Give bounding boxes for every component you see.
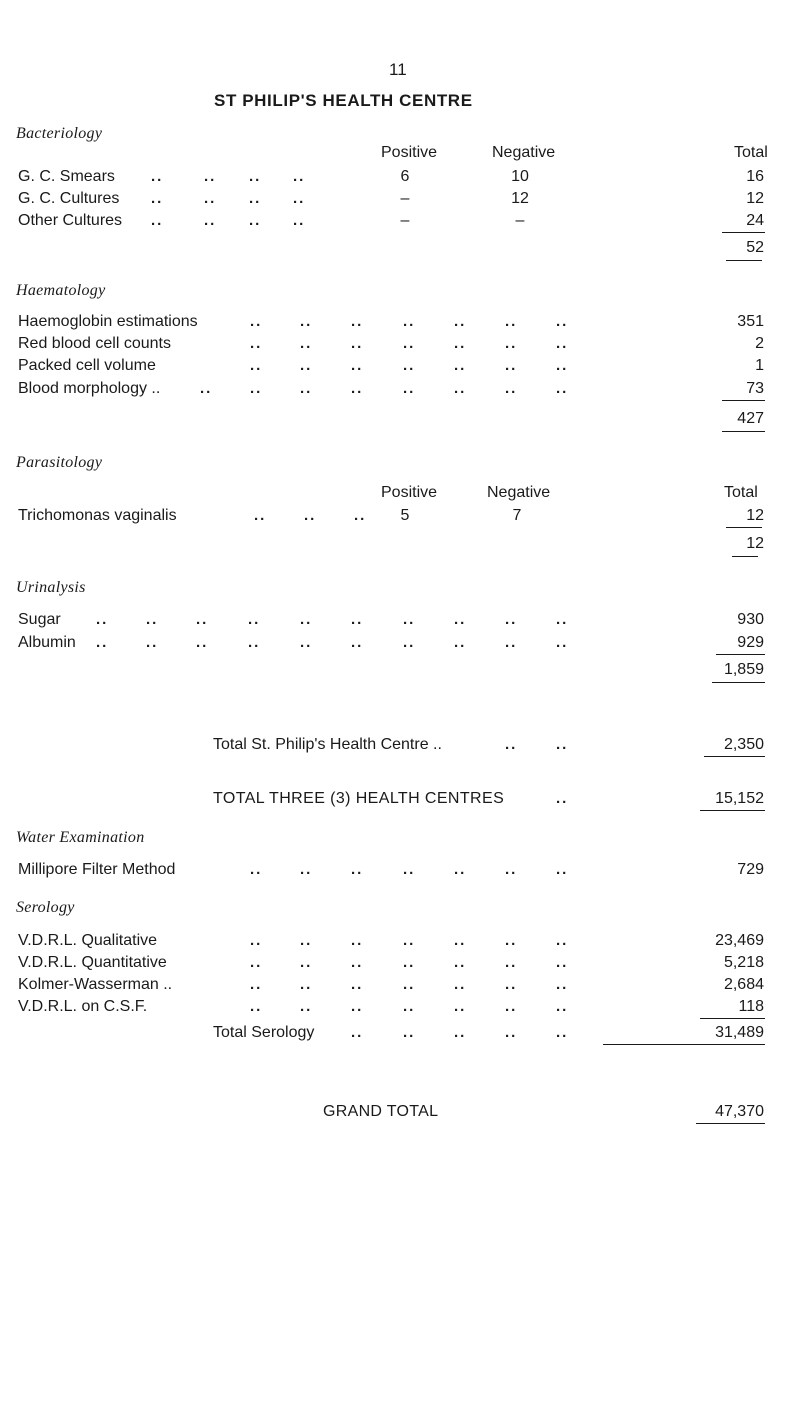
leader-dots: .. bbox=[351, 611, 364, 628]
subtotal-haematology: 427 bbox=[737, 410, 764, 427]
cell-total: 929 bbox=[737, 634, 764, 651]
cell-total: 73 bbox=[746, 380, 764, 397]
page-number: 11 bbox=[389, 60, 407, 79]
leader-dots: .. bbox=[351, 954, 364, 971]
leader-dots: .. bbox=[505, 932, 518, 949]
col-header-positive: Positive bbox=[381, 484, 438, 501]
total-st-philips-value: 2,350 bbox=[723, 736, 764, 753]
total-serology-label: Total Serology bbox=[213, 1024, 315, 1041]
col-header-total: Total bbox=[734, 144, 768, 161]
leader-dots: .. bbox=[403, 380, 416, 397]
leader-dots: .. bbox=[351, 380, 364, 397]
leader-dots: .. bbox=[96, 634, 109, 651]
leader-dots: .. bbox=[505, 335, 518, 352]
leader-dots: .. bbox=[196, 611, 209, 628]
leader-dots: .. bbox=[454, 861, 467, 878]
cell-total: 1 bbox=[755, 357, 764, 374]
leader-dots: .. bbox=[293, 212, 306, 229]
leader-dots: .. bbox=[556, 954, 569, 971]
leader-dots: .. bbox=[248, 634, 261, 651]
leader-dots: .. bbox=[454, 611, 467, 628]
cell-negative: 7 bbox=[512, 507, 522, 524]
row-label: Blood morphology .. bbox=[18, 380, 161, 397]
leader-dots: .. bbox=[204, 190, 217, 207]
leader-dots: .. bbox=[505, 313, 518, 330]
total-st-philips-label: Total St. Philip's Health Centre .. bbox=[213, 736, 442, 753]
row-label: Haemoglobin estimations bbox=[18, 313, 198, 330]
leader-dots: .. bbox=[403, 998, 416, 1015]
leader-dots: .. bbox=[250, 380, 263, 397]
leader-dots: .. bbox=[351, 1024, 364, 1041]
leader-dots: .. bbox=[249, 190, 262, 207]
leader-dots: .. bbox=[403, 335, 416, 352]
leader-dots: .. bbox=[556, 313, 569, 330]
leader-dots: .. bbox=[249, 168, 262, 185]
row-label: V.D.R.L. on C.S.F. bbox=[18, 998, 148, 1015]
leader-dots: .. bbox=[556, 335, 569, 352]
leader-dots: .. bbox=[505, 1024, 518, 1041]
row-label: G. C. Cultures bbox=[18, 190, 120, 207]
leader-dots: .. bbox=[254, 507, 267, 524]
row-label: Packed cell volume bbox=[18, 357, 156, 374]
leader-dots: .. bbox=[300, 611, 313, 628]
cell-negative: 12 bbox=[511, 190, 529, 207]
leader-dots: .. bbox=[204, 212, 217, 229]
cell-positive: – bbox=[400, 212, 410, 229]
cell-total: 729 bbox=[737, 861, 764, 878]
leader-dots: .. bbox=[556, 736, 569, 753]
cell-positive: 5 bbox=[400, 507, 410, 524]
underline bbox=[603, 1044, 765, 1045]
cell-total: 24 bbox=[746, 212, 764, 229]
leader-dots: .. bbox=[556, 932, 569, 949]
section-heading-bacteriology: Bacteriology bbox=[16, 125, 103, 142]
underline bbox=[716, 654, 765, 655]
row-label: V.D.R.L. Quantitative bbox=[18, 954, 167, 971]
underline bbox=[696, 1123, 765, 1124]
total-serology-value: 31,489 bbox=[715, 1024, 764, 1041]
cell-total: 12 bbox=[746, 507, 764, 524]
col-header-positive: Positive bbox=[381, 144, 438, 161]
subtotal-parasitology: 12 bbox=[746, 535, 764, 552]
leader-dots: .. bbox=[96, 611, 109, 628]
leader-dots: .. bbox=[505, 634, 518, 651]
leader-dots: .. bbox=[556, 790, 569, 807]
leader-dots: .. bbox=[300, 335, 313, 352]
cell-negative: 10 bbox=[511, 168, 529, 185]
leader-dots: .. bbox=[300, 380, 313, 397]
leader-dots: .. bbox=[250, 313, 263, 330]
leader-dots: .. bbox=[250, 976, 263, 993]
leader-dots: .. bbox=[403, 861, 416, 878]
leader-dots: .. bbox=[250, 357, 263, 374]
leader-dots: .. bbox=[403, 313, 416, 330]
leader-dots: .. bbox=[300, 932, 313, 949]
leader-dots: .. bbox=[454, 313, 467, 330]
row-label: Other Cultures bbox=[18, 212, 123, 229]
cell-total: 16 bbox=[746, 168, 764, 185]
cell-total: 12 bbox=[746, 190, 764, 207]
underline bbox=[722, 232, 765, 233]
cell-positive: – bbox=[400, 190, 410, 207]
cell-total: 351 bbox=[737, 313, 764, 330]
leader-dots: .. bbox=[454, 976, 467, 993]
leader-dots: .. bbox=[351, 976, 364, 993]
leader-dots: .. bbox=[250, 861, 263, 878]
leader-dots: .. bbox=[250, 932, 263, 949]
leader-dots: .. bbox=[454, 335, 467, 352]
cell-total: 23,469 bbox=[715, 932, 764, 949]
leader-dots: .. bbox=[505, 976, 518, 993]
grand-total-value: 47,370 bbox=[715, 1103, 764, 1120]
subtotal-bacteriology: 52 bbox=[746, 239, 764, 256]
underline bbox=[712, 682, 765, 683]
leader-dots: .. bbox=[151, 212, 164, 229]
leader-dots: .. bbox=[250, 998, 263, 1015]
leader-dots: .. bbox=[250, 335, 263, 352]
leader-dots: .. bbox=[351, 313, 364, 330]
row-label: Red blood cell counts bbox=[18, 335, 171, 352]
leader-dots: .. bbox=[556, 861, 569, 878]
leader-dots: .. bbox=[151, 190, 164, 207]
leader-dots: .. bbox=[249, 212, 262, 229]
leader-dots: .. bbox=[403, 357, 416, 374]
leader-dots: .. bbox=[304, 507, 317, 524]
leader-dots: .. bbox=[505, 861, 518, 878]
leader-dots: .. bbox=[146, 634, 159, 651]
section-heading-haematology: Haematology bbox=[16, 282, 106, 299]
leader-dots: .. bbox=[248, 611, 261, 628]
section-heading-parasitology: Parasitology bbox=[16, 454, 103, 471]
leader-dots: .. bbox=[556, 611, 569, 628]
page-title: ST PHILIP'S HEALTH CENTRE bbox=[214, 91, 473, 110]
leader-dots: .. bbox=[454, 932, 467, 949]
col-header-negative: Negative bbox=[487, 484, 551, 501]
underline bbox=[722, 400, 765, 401]
leader-dots: .. bbox=[403, 954, 416, 971]
cell-total: 930 bbox=[737, 611, 764, 628]
leader-dots: .. bbox=[300, 357, 313, 374]
leader-dots: .. bbox=[505, 998, 518, 1015]
leader-dots: .. bbox=[556, 1024, 569, 1041]
leader-dots: .. bbox=[300, 976, 313, 993]
cell-positive: 6 bbox=[400, 168, 410, 185]
leader-dots: .. bbox=[300, 313, 313, 330]
row-label: V.D.R.L. Qualitative bbox=[18, 932, 158, 949]
leader-dots: .. bbox=[300, 861, 313, 878]
leader-dots: .. bbox=[204, 168, 217, 185]
leader-dots: .. bbox=[556, 380, 569, 397]
leader-dots: .. bbox=[354, 507, 367, 524]
leader-dots: .. bbox=[454, 954, 467, 971]
row-label: Sugar bbox=[18, 611, 61, 628]
leader-dots: .. bbox=[454, 380, 467, 397]
grand-total-label: GRAND TOTAL bbox=[323, 1103, 439, 1120]
total-three-centres-value: 15,152 bbox=[715, 790, 764, 807]
leader-dots: .. bbox=[403, 634, 416, 651]
leader-dots: .. bbox=[556, 357, 569, 374]
leader-dots: .. bbox=[403, 1024, 416, 1041]
leader-dots: .. bbox=[196, 634, 209, 651]
leader-dots: .. bbox=[505, 611, 518, 628]
leader-dots: .. bbox=[351, 634, 364, 651]
leader-dots: .. bbox=[403, 976, 416, 993]
section-heading-water: Water Examination bbox=[16, 829, 145, 846]
leader-dots: .. bbox=[505, 736, 518, 753]
col-header-negative: Negative bbox=[492, 144, 556, 161]
leader-dots: .. bbox=[293, 168, 306, 185]
row-label: Trichomonas vaginalis bbox=[18, 507, 177, 524]
leader-dots: .. bbox=[250, 954, 263, 971]
cell-negative: – bbox=[515, 212, 525, 229]
cell-total: 5,218 bbox=[723, 954, 764, 971]
row-label: Millipore Filter Method bbox=[18, 861, 176, 878]
leader-dots: .. bbox=[556, 998, 569, 1015]
leader-dots: .. bbox=[454, 998, 467, 1015]
leader-dots: .. bbox=[151, 168, 164, 185]
row-label: Albumin bbox=[18, 634, 76, 651]
leader-dots: .. bbox=[200, 380, 213, 397]
underline bbox=[704, 756, 765, 757]
leader-dots: .. bbox=[300, 998, 313, 1015]
col-header-total: Total bbox=[724, 484, 758, 501]
leader-dots: .. bbox=[351, 998, 364, 1015]
leader-dots: .. bbox=[146, 611, 159, 628]
underline bbox=[726, 260, 762, 261]
leader-dots: .. bbox=[403, 932, 416, 949]
underline bbox=[700, 1018, 765, 1019]
leader-dots: .. bbox=[454, 1024, 467, 1041]
underline bbox=[732, 556, 758, 557]
underline bbox=[726, 527, 762, 528]
leader-dots: .. bbox=[556, 634, 569, 651]
leader-dots: .. bbox=[454, 634, 467, 651]
row-label: Kolmer-Wasserman .. bbox=[18, 976, 173, 993]
cell-total: 2 bbox=[755, 335, 764, 352]
leader-dots: .. bbox=[403, 611, 416, 628]
leader-dots: .. bbox=[351, 357, 364, 374]
section-heading-serology: Serology bbox=[16, 899, 75, 916]
leader-dots: .. bbox=[351, 932, 364, 949]
leader-dots: .. bbox=[454, 357, 467, 374]
leader-dots: .. bbox=[505, 380, 518, 397]
subtotal-urinalysis: 1,859 bbox=[723, 661, 764, 678]
leader-dots: .. bbox=[300, 954, 313, 971]
section-heading-urinalysis: Urinalysis bbox=[16, 579, 86, 596]
leader-dots: .. bbox=[351, 861, 364, 878]
row-label: G. C. Smears bbox=[18, 168, 115, 185]
cell-total: 118 bbox=[738, 998, 764, 1015]
leader-dots: .. bbox=[300, 634, 313, 651]
underline bbox=[722, 431, 765, 432]
cell-total: 2,684 bbox=[723, 976, 764, 993]
leader-dots: .. bbox=[505, 954, 518, 971]
leader-dots: .. bbox=[556, 976, 569, 993]
leader-dots: .. bbox=[351, 335, 364, 352]
underline bbox=[700, 810, 765, 811]
leader-dots: .. bbox=[293, 190, 306, 207]
leader-dots: .. bbox=[505, 357, 518, 374]
total-three-centres-label: TOTAL THREE (3) HEALTH CENTRES bbox=[213, 790, 505, 807]
